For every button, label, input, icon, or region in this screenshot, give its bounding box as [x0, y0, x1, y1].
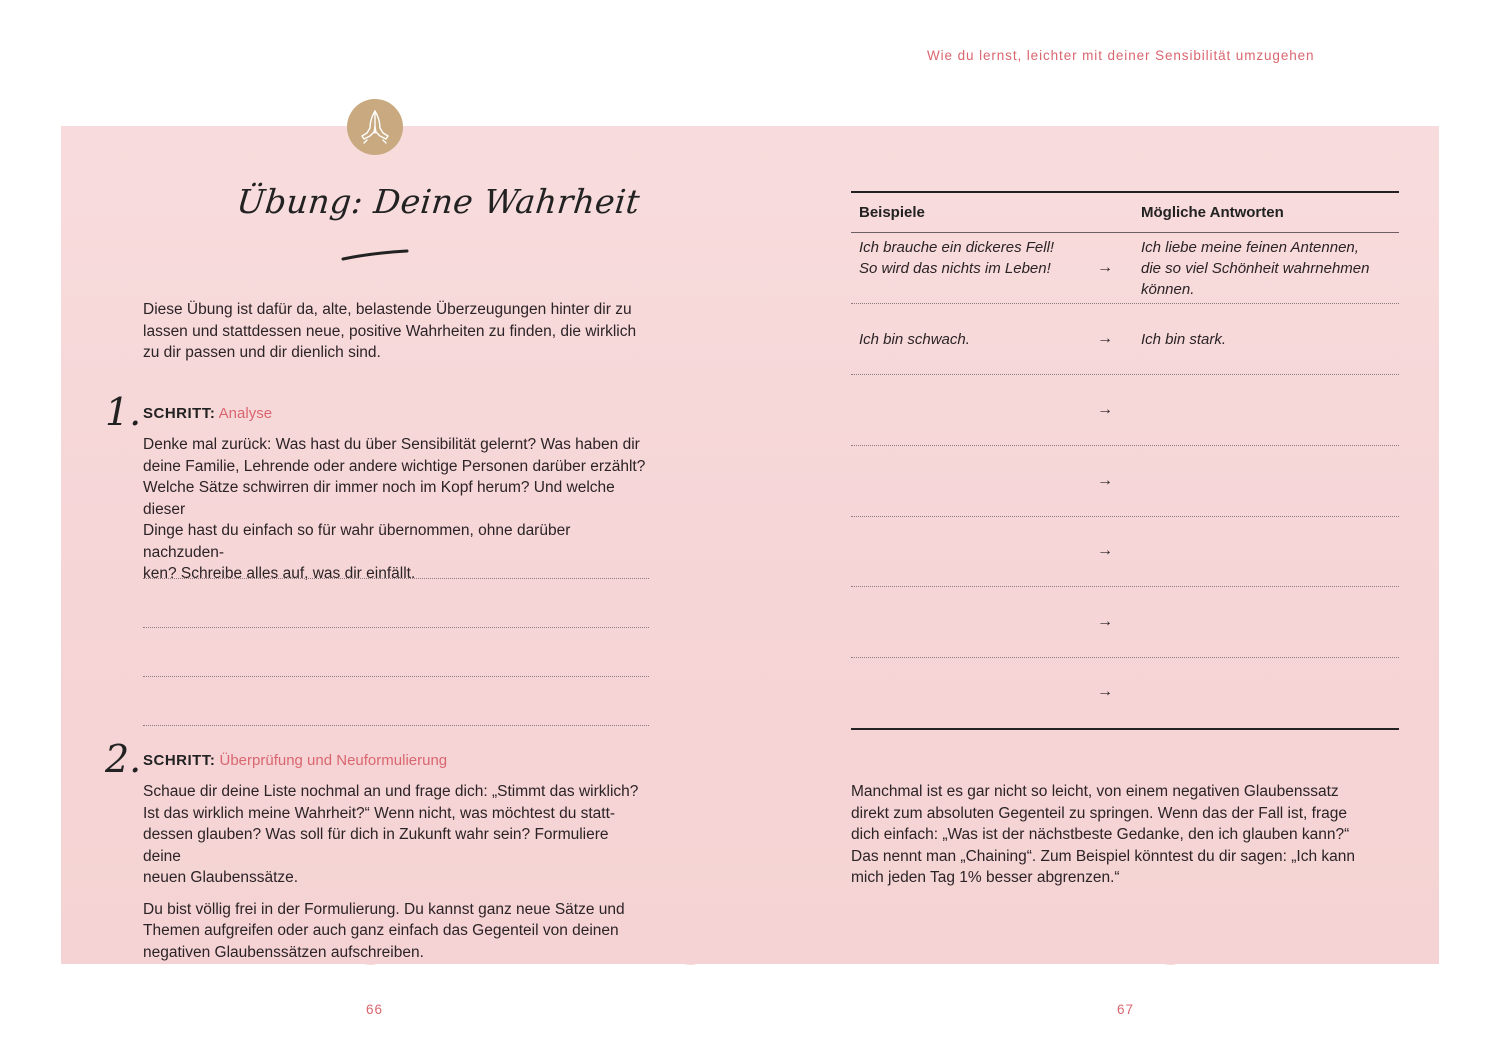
- writing-line[interactable]: [143, 676, 649, 677]
- arrow-icon: →: [1097, 259, 1113, 276]
- text-line: dich einfach: „Was ist der nächstbeste Gedanke, den ich glauben kann?“: [851, 826, 1350, 843]
- table-cell-example: [859, 237, 1054, 279]
- text-line: ken? Schreibe alles auf, was dir einfällt.: [143, 565, 416, 582]
- step-2-heading: [143, 752, 447, 769]
- writing-line[interactable]: [143, 578, 649, 579]
- text-line: Denke mal zurück: Was hast du über Sensibilität gelernt? Was haben dir: [143, 436, 640, 453]
- step-1-number: 1.: [105, 390, 142, 434]
- text-line: Du bist völlig frei in der Formulierung. Du kannst ganz neue Sätze und: [143, 900, 625, 918]
- step-1-body: [143, 434, 655, 585]
- step-2-number: 2.: [105, 737, 142, 781]
- table-row-rule: [851, 303, 1399, 304]
- arrow-icon: →: [1097, 472, 1113, 489]
- page-title: Übung: Deine Wahrheit: [234, 182, 642, 221]
- text-line: Das nennt man „Chaining“. Zum Beispiel könntest du dir sagen: „Ich kann: [851, 847, 1356, 865]
- text-line: Ist das wirklich meine Wahrheit?“ Wenn nicht, was möchtest du statt-: [143, 804, 616, 822]
- step-label: SCHRITT:: [143, 405, 216, 422]
- text-line: Ich liebe meine feinen Antennen,: [1141, 239, 1359, 256]
- chaining-note: [851, 781, 1361, 889]
- text-line: Diese Übung ist dafür da, alte, belastende Überzeugungen hinter dir zu: [143, 301, 632, 318]
- table-row-rule: [851, 374, 1399, 375]
- text-line: Ich bin stark.: [1141, 331, 1227, 348]
- praying-hands-medallion: [347, 99, 403, 155]
- table-row-rule[interactable]: [851, 516, 1399, 517]
- text-line: Welche Sätze schwirren dir immer noch im Kopf herum? Und welche dieser: [143, 479, 615, 518]
- text-line: Themen aufgreifen oder auch ganz einfach das Gegenteil von deinen: [143, 922, 619, 939]
- step-subtitle: Überprüfung und Neuformulierung: [219, 752, 448, 769]
- writing-line[interactable]: [143, 627, 649, 628]
- text-line: mich jeden Tag 1% besser abgrenzen.“: [851, 869, 1120, 886]
- text-line: negativen Glaubenssätzen aufschreiben.: [143, 943, 424, 961]
- text-line: Manchmal ist es gar nicht so leicht, von einem negativen Glaubenssatz: [851, 783, 1339, 800]
- arrow-icon: →: [1097, 330, 1113, 347]
- text-line: Ich brauche ein dickeres Fell!: [859, 239, 1055, 256]
- paragraph: [143, 781, 643, 889]
- running-header: Wie du lernst, leichter mit deiner Sensibilität umzugehen: [927, 48, 1315, 63]
- praying-hands-icon: [347, 99, 403, 155]
- text-line: Ich bin schwach.: [859, 331, 970, 348]
- table-row-rule[interactable]: [851, 657, 1399, 658]
- text-line: dessen glauben? Was soll für dich in Zukunft wahr sein? Formuliere deine: [143, 826, 609, 865]
- table-cell-answer: [1141, 237, 1369, 300]
- intro-paragraph: [143, 299, 643, 364]
- page-number-right: 67: [1117, 1002, 1135, 1017]
- arrow-icon: →: [1097, 613, 1113, 630]
- paragraph: [143, 899, 643, 964]
- arrow-icon: →: [1097, 401, 1113, 418]
- table-row-rule[interactable]: [851, 586, 1399, 587]
- text-line: Schaue dir deine Liste nochmal an und frage dich: „Stimmt das wirklich?: [143, 783, 639, 800]
- text-line: können.: [1141, 281, 1195, 298]
- table-bottom-rule: [851, 728, 1399, 730]
- table-top-rule: [851, 191, 1399, 193]
- table-row-rule[interactable]: [851, 445, 1399, 446]
- step-subtitle: Analyse: [218, 405, 273, 422]
- text-line: zu dir passen und dir dienlich sind.: [143, 344, 381, 361]
- text-line: neuen Glaubenssätze.: [143, 869, 299, 886]
- text-line: So wird das nichts im Leben!: [859, 260, 1051, 277]
- page-number-left: 66: [366, 1002, 384, 1017]
- writing-line[interactable]: [143, 725, 649, 726]
- title-underline: [341, 247, 411, 263]
- text-line: Dinge hast du einfach so für wahr übernommen, ohne darüber nachzuden-: [143, 522, 571, 561]
- table-header-examples: Beispiele: [859, 204, 925, 221]
- arrow-icon: →: [1097, 683, 1113, 700]
- table-header-rule: [851, 232, 1399, 233]
- text-line: deine Familie, Lehrende oder andere wichtige Personen darüber erzählt?: [143, 457, 646, 475]
- step-1-heading: [143, 405, 272, 422]
- step-label: SCHRITT:: [143, 752, 216, 769]
- text-line: lassen und stattdessen neue, positive Wahrheiten zu finden, die wirklich: [143, 322, 637, 340]
- step-2-body: [143, 781, 643, 973]
- table-cell-example: [859, 329, 970, 350]
- text-line: die so viel Schönheit wahrnehmen: [1141, 260, 1370, 277]
- table-header-answers: Mögliche Antworten: [1141, 204, 1284, 221]
- text-line: direkt zum absoluten Gegenteil zu springen. Wenn das der Fall ist, frage: [851, 804, 1347, 822]
- table-cell-answer: [1141, 329, 1226, 350]
- arrow-icon: →: [1097, 542, 1113, 559]
